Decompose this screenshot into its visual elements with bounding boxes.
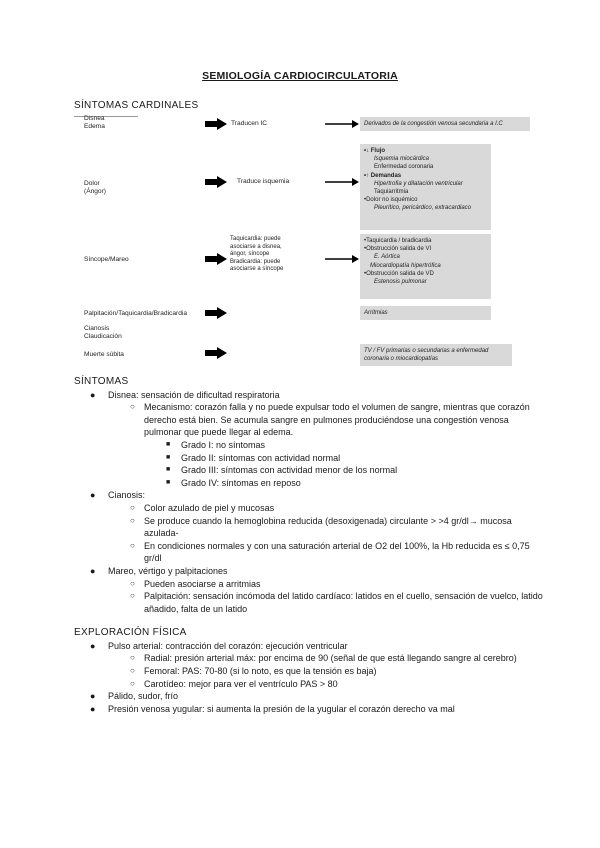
list-item-text: Pulso arterial: contracción del corazón: ejecución ventricular [108,640,348,651]
list-item-text: Presión venosa yugular: si aumenta la presión de la yugular el corazón derecho va mal [108,703,455,714]
section-heading-cardinales: SÍNTOMAS CARDINALES [74,100,199,111]
label-sincope: Síncope/Mareo [84,256,129,263]
list-item [74,690,544,703]
list-item [74,477,544,490]
list-item [74,489,544,502]
list-item [74,640,544,653]
list-item-text: Carotídeo: mejor para ver el ventrículo PAS > 80 [144,678,338,689]
box-line: •Dolor no isquémico [364,197,418,204]
list-item-text: Mareo, vértigo y palpitaciones [108,565,228,576]
box-line: •↑ Demandas [364,172,402,179]
list-item [74,439,544,452]
list-item-text: Grado IV: síntomas en reposo [181,477,301,488]
list-item-text: En condiciones normales y con una saturación arterial de O2 del 100%, la Hb reducida es ≤ 0,75 gr/dl [144,540,530,564]
list-item-text: Radial: presión arterial máx: por encima de 90 (señal de que está llegando sangre al cerebro) [144,653,517,664]
label-taqui-bradi: Taquicardia: puede asociarse a disnea, ángor, síncope Bradicardia: puede asociarse a síncope [230,236,284,272]
line-arrow-icon [325,176,359,188]
exploracion-list [74,640,544,716]
bullet-icon: ○ [130,502,135,512]
bullet-icon: ■ [166,466,171,474]
bullet-icon: ○ [130,515,135,525]
list-item-text: Color azulado de piel y mucosas [144,502,275,513]
list-item-text: Mecanismo: corazón falla y no puede expulsar todo el volumen de sangre, mientras que corazón derecho está bien. Se acumula sangre en pulmones produciéndose una congestión venosa pulmonar que puede llegar al edema. [144,402,530,438]
arrow-icon [205,118,227,130]
box-line: E. Aórtica [374,254,400,261]
box-line: •Obstrucción salida de VD [364,270,434,277]
box-line: Isquemia miocárdica [374,156,430,163]
bullet-icon: ○ [130,591,135,601]
list-item-text: Se produce cuando la hemoglobina reducida (desoxigenada) circulante > >4 gr/dl→ mucosa azulada- [144,515,512,539]
list-item [74,565,544,578]
list-item-text: Grado II: síntomas con actividad normal [181,452,341,463]
list-item [74,652,544,665]
box-line: Taquiarritmia [374,189,409,196]
list-item-text: Cianosis: [108,490,146,501]
section-heading-exploracion: EXPLORACIÓN FÍSICA [74,627,187,639]
bullet-icon: ■ [166,453,171,461]
label-palpitacion: Palpitación/Taquicardia/Bradicardia [84,310,187,317]
bullet-icon: ● [90,703,96,714]
box-sincope-causas [360,234,491,299]
list-item [74,703,544,716]
box-dolor-causas [360,144,491,230]
label-dolor: Dolor (Ángor) [84,180,106,195]
bullet-icon: ● [90,640,96,651]
page-title: SEMIOLOGÍA CARDIOCIRCULATORIA [202,70,398,82]
notes-content [74,376,544,715]
label-traducen-ic: Traducen IC [231,120,268,127]
box-line: •Taquicardia / bradicardia [364,238,432,244]
list-item [74,502,544,515]
section-heading-sintomas: SÍNTOMAS [74,376,129,387]
label-cianosis: Cianosis Claudicación [84,325,122,340]
bullet-icon: ○ [130,402,135,412]
box-muerte-subita: TV / FV primarias o secundarias a enfermedad coronaria o miocardiopatías [360,344,512,366]
list-item-text: Grado I: no síntomas [181,439,266,450]
box-line: •↓ Flujo [364,148,386,154]
list-item-text: Femoral: PAS: 70-80 (si lo noto, es que la tensión es baja) [144,666,377,677]
box-line: Enfermedad coronaria [374,164,434,171]
list-item [74,464,544,477]
box-line: Miocardiopatía hipertrófica [370,262,441,269]
bullet-icon: ● [90,389,96,400]
list-item [74,389,544,402]
list-item-text: Pueden asociarse a arritmias [144,578,261,589]
label-traduce-isquemia: Traduce isquemia [237,178,290,185]
arrow-icon [205,347,227,359]
box-congestion: Derivados de la congestión venosa secundaria a I.C [360,117,530,131]
box-line: Hipertrofia y dilatación ventricular [374,180,463,187]
line-arrow-icon [325,118,359,130]
box-line: •Obstrucción salida de VI [364,246,432,253]
label-muerte-subita: Muerte súbita [84,351,124,358]
list-item [74,515,544,540]
bullet-icon: ■ [166,478,171,486]
line-arrow-icon [325,253,359,265]
list-item-text: Palpitación: sensación incómoda del latido cardíaco: latidos en el cuello, sensación de vuelco, latido añadido, falta de un latido [144,591,543,614]
list-item [74,401,544,439]
list-item [74,678,544,691]
label-disnea-edema: Disnea Edema [84,115,105,130]
bullet-icon: ○ [130,666,135,676]
sintomas-list [74,389,544,616]
bullet-icon: ○ [130,540,135,550]
bullet-icon: ● [90,691,96,702]
bullet-icon: ○ [130,678,135,688]
list-item [74,665,544,678]
bullet-icon: ● [90,490,96,501]
arrow-icon [205,176,227,188]
list-item [74,452,544,465]
list-item [74,540,544,565]
bullet-icon: ● [90,565,96,576]
bullet-icon: ○ [130,653,135,663]
arrow-icon [205,253,227,265]
box-arritmias: Arritmias [360,306,491,320]
list-item [74,578,544,591]
box-line: Pleurítico, pericárdico, extracardiaco [374,205,472,212]
arrow-icon [205,307,227,319]
box-line: Estenosis pulmonar [374,279,427,286]
list-item-text: Grado III: síntomas con actividad menor de los normal [181,465,398,476]
list-item-text: Pálido, sudor, frío [108,691,179,702]
list-item [74,590,544,615]
bullet-icon: ○ [130,578,135,588]
bullet-icon: ■ [166,440,171,448]
list-item-text: Disnea: sensación de dificultad respiratoria [108,389,280,400]
